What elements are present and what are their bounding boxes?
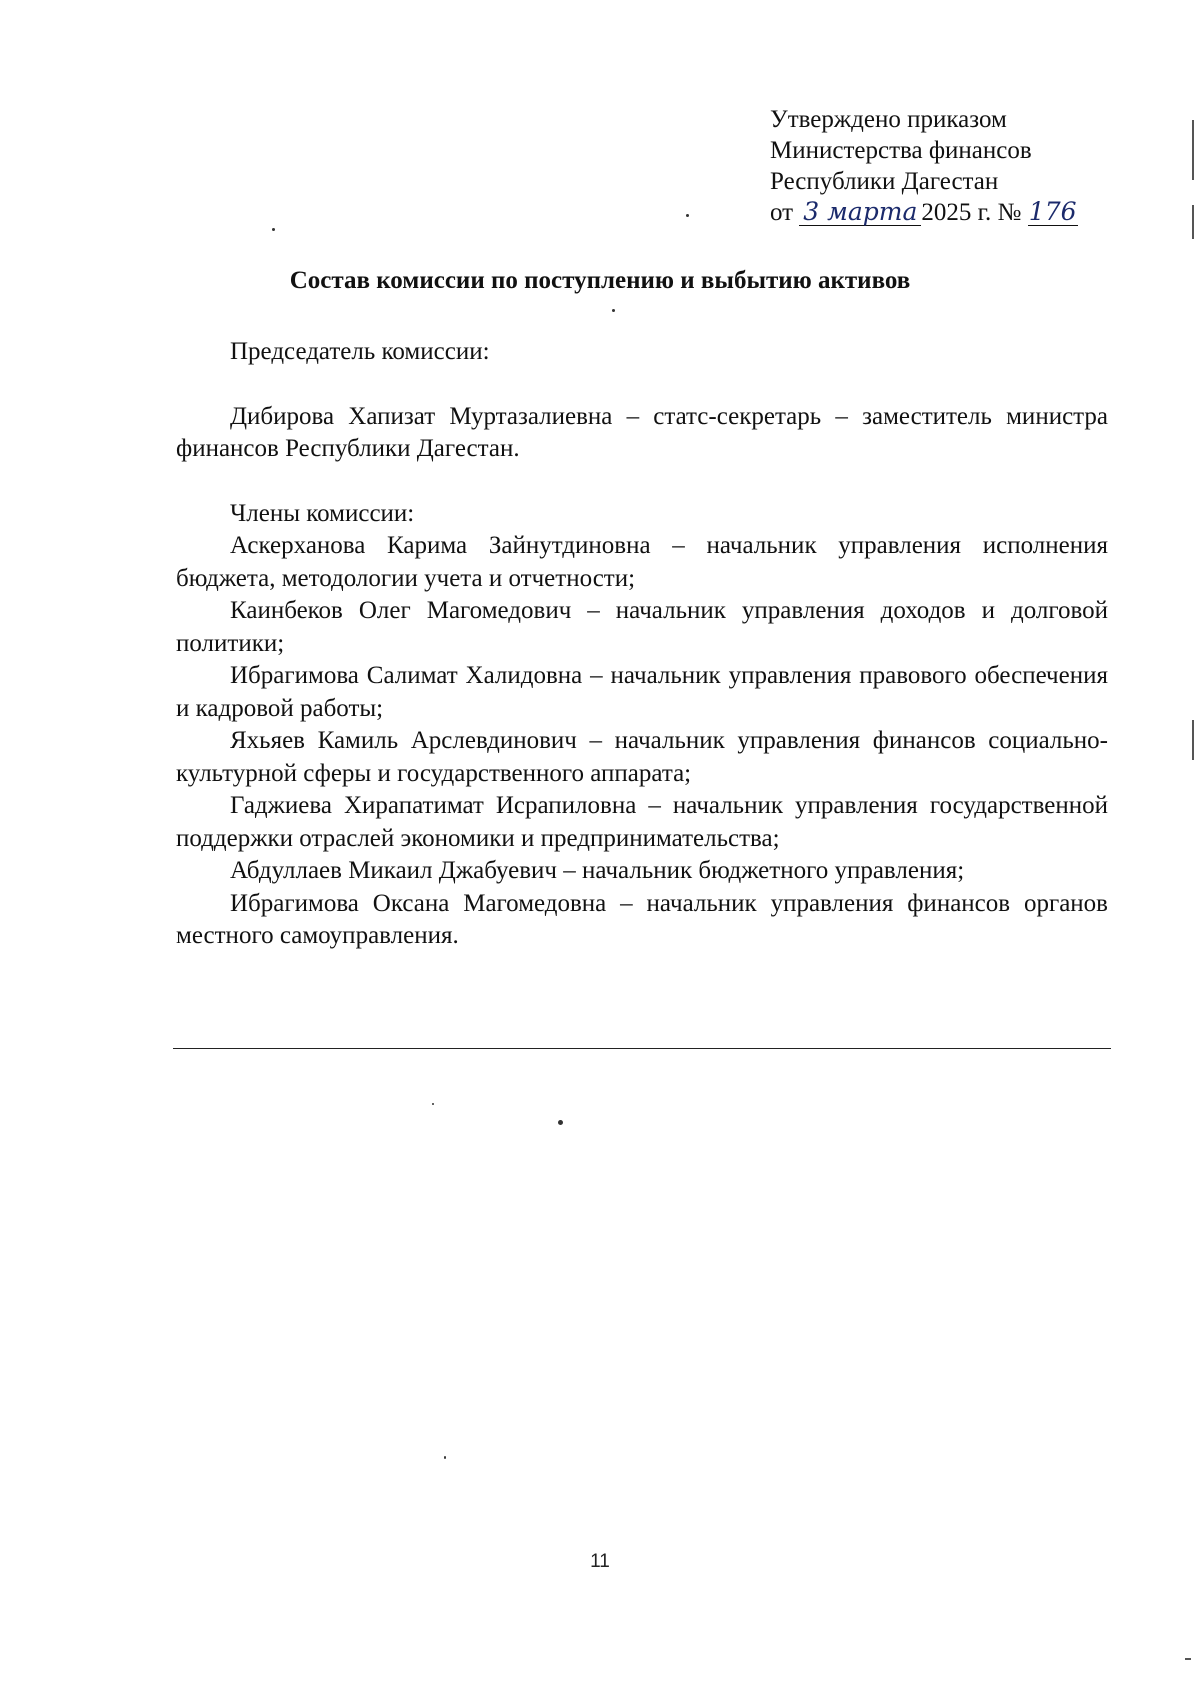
member-item: Ибрагимова Оксана Магомедовна – начальник управления финансов органов местного самоуправления. [176,889,1108,949]
scan-speck [444,1456,446,1459]
members-heading: Члены комиссии: [230,499,415,527]
scan-speck [558,1120,563,1125]
document-title: Состав комиссии по поступлению и выбытию активов [289,267,911,294]
approval-stamp-block [770,104,1130,228]
member-item: Гаджиева Хирапатимат Исрапиловна – начальник управления государственной поддержки отраслей экономики и предпринимательства; [176,792,1108,852]
handwritten-order-number: 176 [1028,197,1077,226]
approval-line-3: Республики Дагестан [770,168,999,195]
approval-year-suffix: 2025 г. № [921,199,1022,226]
scan-edge-mark [1192,120,1194,180]
member-item: Каинбеков Олег Магомедович – начальник управления доходов и долговой политики; [176,597,1108,657]
scan-edge-mark [1185,1658,1191,1660]
scan-speck [432,1103,434,1105]
approval-line-1: Утверждено приказом [770,106,1007,133]
member-item: Яхьяев Камиль Арслевдинович – начальник управления финансов социально-культурной сферы и государственного аппарата; [176,727,1108,787]
handwritten-date: 3 марта [799,199,921,226]
approval-from-prefix: от [770,199,794,226]
scan-speck [272,228,275,231]
document-body [176,336,1108,953]
member-item: Абдуллаев Микаил Джабуевич – начальник бюджетного управления; [230,857,965,884]
chairman-heading: Председатель комиссии: [230,338,490,365]
scan-speck [612,309,615,312]
approval-line-2: Министерства финансов [770,137,1032,164]
chairman-text: Дибирова Хапизат Муртазалиевна – статс-секретарь – заместитель министра финансов Республики Дагестан. [176,402,1108,462]
scan-edge-mark [1192,205,1194,239]
scan-speck [686,214,689,217]
scan-edge-mark [1192,720,1194,760]
member-item: Ибрагимова Салимат Халидовна – начальник управления правового обеспечения и кадровой работы; [176,662,1108,722]
member-item: Аскерханова Карима Зайнутдиновна – начальник управления исполнения бюджета, методологии учета и отчетности; [176,532,1108,592]
approval-date-line [770,197,1130,228]
page-number: 11 [590,1551,610,1572]
end-rule-divider [173,1048,1111,1049]
